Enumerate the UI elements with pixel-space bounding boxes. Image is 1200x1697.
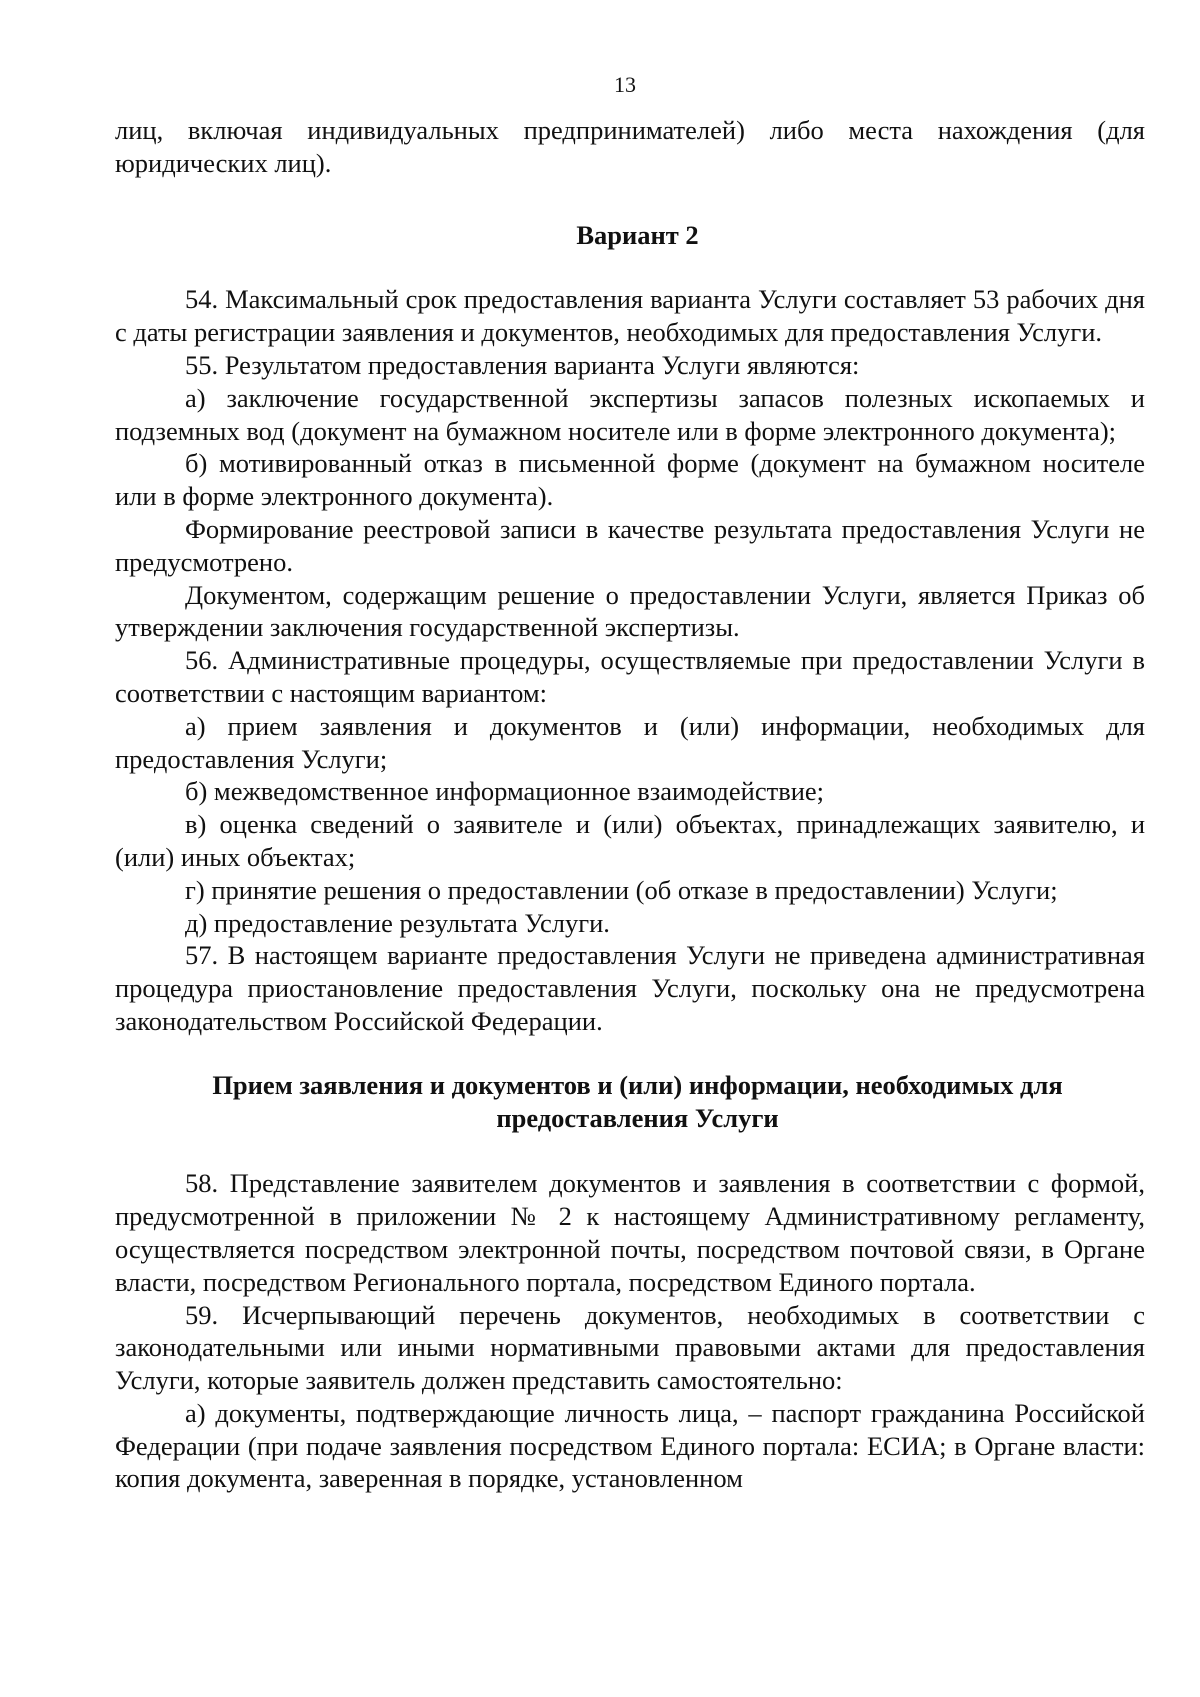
list-item-55b: б) мотивированный отказ в письменной форме (документ на бумажном носителе или в форме электронного документа). <box>115 448 1145 512</box>
paragraph: лиц, включая индивидуальных предпринимателей) либо места нахождения (для юридических лиц). <box>115 115 1145 178</box>
page-body <box>115 114 1145 1495</box>
paragraph-58: 58. Представление заявителем документов и заявления в соответствии с формой, предусмотренной в приложении № 2 к настоящему Административному регламенту, осуществляется посредством электронной почты, посредством почтовой связи, в Органе власти, посредством Регионального портала, посредством Единого портала. <box>115 1168 1145 1297</box>
list-item-56d: д) предоставление результата Услуги. <box>185 907 610 938</box>
paragraph: Формирование реестровой записи в качестве результата предоставления Услуги не предусмотрено. <box>115 513 1145 577</box>
paragraph-56: 56. Административные процедуры, осуществляемые при предоставлении Услуги в соответствии с настоящим вариантом: <box>115 645 1145 708</box>
list-item-56a: а) прием заявления и документов и (или) информации, необходимых для предоставления Услуги; <box>115 710 1145 774</box>
list-item-55a: а) заключение государственной экспертизы запасов полезных ископаемых и подземных вод (документ на бумажном носителе или в форме электронного документа); <box>115 382 1145 446</box>
paragraph-57: 57. В настоящем варианте предоставления Услуги не приведена административная процедура приостановление предоставления Услуги, поскольку она не предусмотрена законодательством Российской Федерации. <box>115 940 1145 1036</box>
list-item-56b: б) межведомственное информационное взаимодействие; <box>185 776 825 807</box>
paragraph-59: 59. Исчерпывающий перечень документов, необходимых в соответствии с законодательными или иными нормативными правовыми актами для предоставления Услуги, которые заявитель должен представить самостоятельно: <box>115 1299 1145 1396</box>
paragraph: Документом, содержащим решение о предоставлении Услуги, является Приказ об утверждении заключения государственной экспертизы. <box>115 579 1145 643</box>
page-number: 13 <box>614 72 636 97</box>
list-item-56g: г) принятие решения о предоставлении (об отказе в предоставлении) Услуги; <box>185 874 1058 905</box>
paragraph-54: 54. Максимальный срок предоставления варианта Услуги составляет 53 рабочих дня с даты регистрации заявления и документов, необходимых для предоставления Услуги. <box>115 284 1145 348</box>
section-heading: Прием заявления и документов и (или) информации, необходимых для предоставления Услуги <box>212 1069 1063 1133</box>
paragraph-55: 55. Результатом предоставления варианта Услуги являются: <box>185 349 860 380</box>
list-item-59a: а) документы, подтверждающие личность лица, – паспорт гражданина Российской Федерации (при подаче заявления посредством Единого портала: ЕСИА; в Органе власти: копия документа, заверенная в порядке, установленном <box>115 1397 1145 1494</box>
variant-heading: Вариант 2 <box>576 219 699 250</box>
list-item-56v: в) оценка сведений о заявителе и (или) объектах, принадлежащих заявителю, и (или) иных объектах; <box>115 809 1145 872</box>
